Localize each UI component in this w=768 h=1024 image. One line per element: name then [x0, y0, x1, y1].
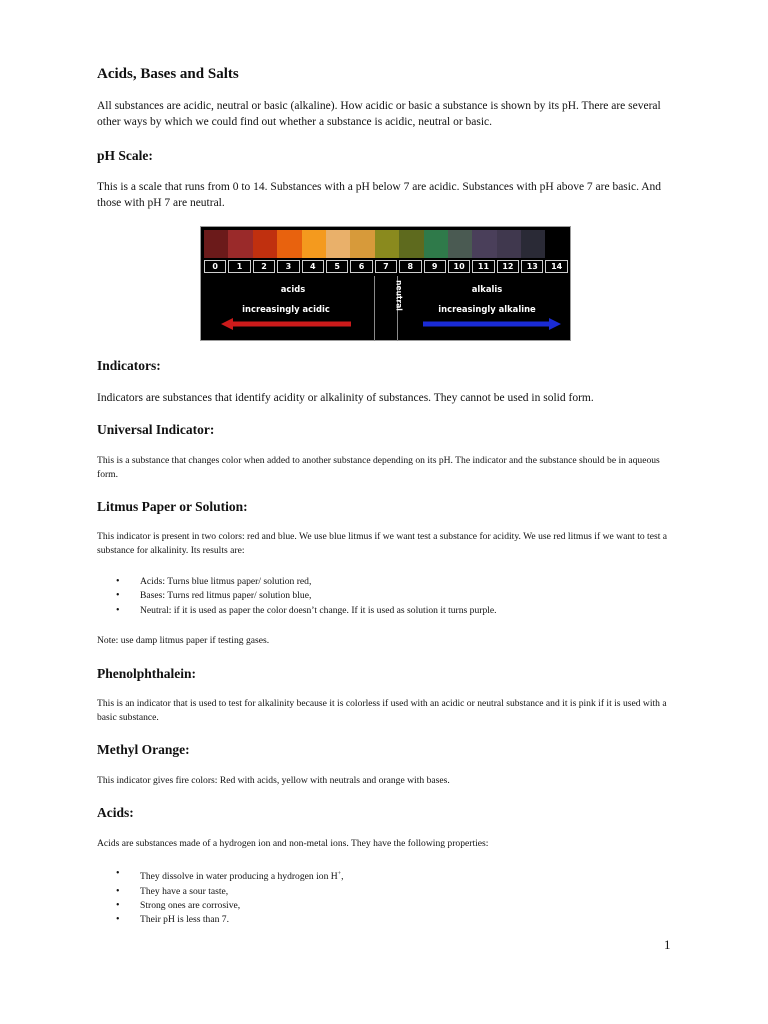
ph-scale-paragraph: This is a scale that runs from 0 to 14. Substances with a pH below 7 are acidic. Substances with pH above 7 are basic. And those with pH 7 are neutral. — [97, 181, 662, 209]
acids-heading: Acids: — [97, 805, 134, 820]
litmus-results-list — [116, 575, 497, 618]
ph-color-swatch-13 — [521, 230, 545, 258]
ph-number-8: 8 — [399, 260, 421, 273]
ph-number-11: 11 — [472, 260, 494, 273]
list-item — [116, 867, 344, 885]
ph-number-10: 10 — [448, 260, 470, 273]
list-item: • Bases: Turns red litmus paper/ solution blue, — [116, 589, 497, 603]
ph-number-14: 14 — [545, 260, 567, 273]
ph-number-row — [204, 260, 570, 273]
increasingly-alkaline-label: increasingly alkaline — [438, 304, 536, 314]
list-item: • Neutral: if it is used as paper the color doesn’t change. If it is used as solution it turns purple. — [116, 604, 497, 618]
neutral-label: neutral — [394, 280, 404, 311]
list-item: • They have a sour taste, — [116, 885, 344, 899]
phenolphthalein-paragraph: This is an indicator that is used to test for alkalinity because it is colorless if used with an acidic or neutral substance and it is pink if it is used with a basic substance. — [97, 698, 667, 723]
ph-color-swatch-6 — [350, 230, 374, 258]
ph-number-13: 13 — [521, 260, 543, 273]
methyl-orange-paragraph: This indicator gives fire colors: Red with acids, yellow with neutrals and orange with bases. — [97, 775, 450, 786]
ph-color-swatch-12 — [497, 230, 521, 258]
ph-number-7: 7 — [375, 260, 397, 273]
acid-properties-list — [116, 867, 344, 928]
universal-indicator-heading: Universal Indicator: — [97, 422, 215, 437]
ph-number-4: 4 — [302, 260, 324, 273]
ph-number-3: 3 — [277, 260, 299, 273]
ph-scale-heading: pH Scale: — [97, 148, 153, 163]
ph-color-swatch-7 — [375, 230, 399, 258]
universal-indicator-paragraph: This is a substance that changes color when added to another substance depending on its pH. The indicator and the substance should be in aqueous form. — [97, 455, 660, 480]
ph-color-strip — [204, 230, 570, 258]
ph-color-swatch-10 — [448, 230, 472, 258]
ph-number-0: 0 — [204, 260, 226, 273]
ph-color-swatch-9 — [424, 230, 448, 258]
alkalis-label: alkalis — [471, 284, 503, 294]
acids-label: acids — [280, 284, 306, 294]
ph-scale-figure — [200, 226, 571, 341]
phenolphthalein-heading: Phenolphthalein: — [97, 666, 197, 681]
list-item: • Strong ones are corrosive, — [116, 899, 344, 913]
litmus-note: Note: use damp litmus paper if testing gases. — [97, 635, 270, 646]
ph-number-9: 9 — [424, 260, 446, 273]
list-item-suffix: , — [341, 871, 344, 883]
list-item: • Their pH is less than 7. — [116, 913, 344, 927]
neutral-divider-left — [374, 276, 375, 341]
increasingly-acidic-label: increasingly acidic — [242, 304, 330, 314]
ph-color-swatch-1 — [228, 230, 252, 258]
litmus-heading: Litmus Paper or Solution: — [97, 499, 248, 514]
left-red-arrow-icon — [221, 318, 353, 330]
acids-paragraph: Acids are substances made of a hydrogen ion and non-metal ions. They have the following properties: — [97, 838, 489, 849]
ph-number-2: 2 — [253, 260, 275, 273]
methyl-orange-heading: Methyl Orange: — [97, 742, 190, 757]
document-title: Acids, Bases and Salts — [97, 66, 239, 82]
indicators-paragraph: Indicators are substances that identify acidity or alkalinity of substances. They cannot be used in solid form. — [97, 392, 594, 404]
ph-color-swatch-8 — [399, 230, 423, 258]
superscript-plus: + — [337, 871, 342, 877]
ph-color-swatch-3 — [277, 230, 301, 258]
intro-paragraph: All substances are acidic, neutral or basic (alkaline). How acidic or basic a substance is shown by its pH. There are several other ways by which we could find out whether a substance is acidic, neutral or basic. — [97, 100, 661, 128]
right-blue-arrow-icon — [421, 318, 561, 330]
ph-number-6: 6 — [350, 260, 372, 273]
ph-color-swatch-0 — [204, 230, 228, 258]
litmus-paragraph: This indicator is present in two colors: red and blue. We use blue litmus if we want test a substance for acidity. We use red litmus if we want to test a substance for alkalinity. Its results are: — [97, 531, 668, 556]
ph-number-12: 12 — [497, 260, 519, 273]
indicators-heading: Indicators: — [97, 358, 161, 373]
ph-number-5: 5 — [326, 260, 348, 273]
list-item: • Acids: Turns blue litmus paper/ solution red, — [116, 575, 497, 589]
list-item-text: They dissolve in water producing a hydrogen ion H — [140, 871, 338, 883]
ph-color-swatch-5 — [326, 230, 350, 258]
ph-color-swatch-11 — [472, 230, 496, 258]
ph-color-swatch-14 — [545, 230, 569, 258]
ph-color-swatch-4 — [302, 230, 326, 258]
page-number: 1 — [664, 937, 671, 952]
ph-number-1: 1 — [228, 260, 250, 273]
ph-color-swatch-2 — [253, 230, 277, 258]
